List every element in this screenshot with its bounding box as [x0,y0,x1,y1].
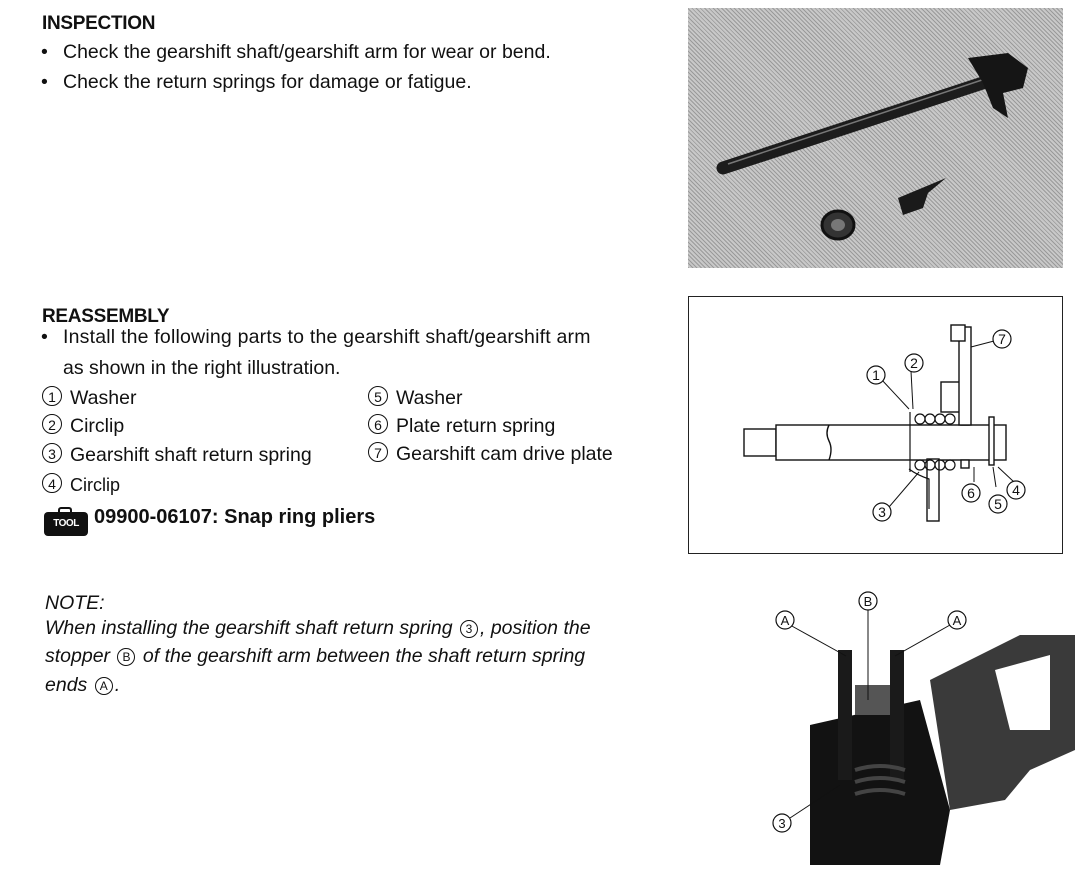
part-item-7: 7 Gearshift cam drive plate [368,442,613,466]
assembly-diagram [688,296,1063,554]
svg-text:1: 1 [872,367,880,383]
svg-text:3: 3 [778,816,786,831]
inspection-bullet-2: • Check the return springs for damage or fatigue. [63,71,472,94]
tool-reference [44,506,375,536]
svg-text:B: B [863,594,873,609]
svg-text:3: 3 [878,504,886,520]
part-item-6: 6 Plate return spring [368,414,555,438]
note-line-3: ends A . [45,674,121,696]
inspection-bullet-1: • Check the gearshift shaft/gearshift arm for wear or bend. [63,41,551,64]
part-item-4: 4 Circlip [42,473,120,496]
reassembly-bullet-line2: as shown in the right illustration. [63,357,341,379]
part-item-1: 1 Washer [42,386,136,410]
svg-text:7: 7 [998,331,1006,347]
inspection-heading: INSPECTION [42,13,156,34]
note-heading: NOTE: [45,592,105,614]
ref-a: A [95,677,113,695]
reassembly-heading: REASSEMBLY [42,306,170,327]
ref-3: 3 [460,620,478,638]
svg-text:5: 5 [994,496,1002,512]
reassembly-bullet-line1: • Install the following parts to the gearshift shaft/gearshift arm [63,326,591,349]
note-line-1: When installing the gearshift shaft return spring 3 , position the [45,617,591,639]
svg-text:4: 4 [1012,482,1020,498]
ref-b: B [117,648,135,666]
spring-install-photo [750,590,1085,865]
toolbox-icon: TOOL [44,512,88,536]
part-item-3: 3 Gearshift shaft return spring [42,443,312,467]
parts-photo [688,8,1063,268]
tool-text: 09900-06107: Snap ring pliers [94,506,376,528]
part-item-5: 5 Washer [368,386,462,410]
part-item-2: 2 Circlip [42,414,124,438]
svg-text:6: 6 [967,485,975,501]
svg-text:A: A [780,613,790,628]
note-line-2: stopper B of the gearshift arm between the shaft return spring [45,645,586,667]
svg-text:2: 2 [910,355,918,371]
svg-text:A: A [952,613,962,628]
